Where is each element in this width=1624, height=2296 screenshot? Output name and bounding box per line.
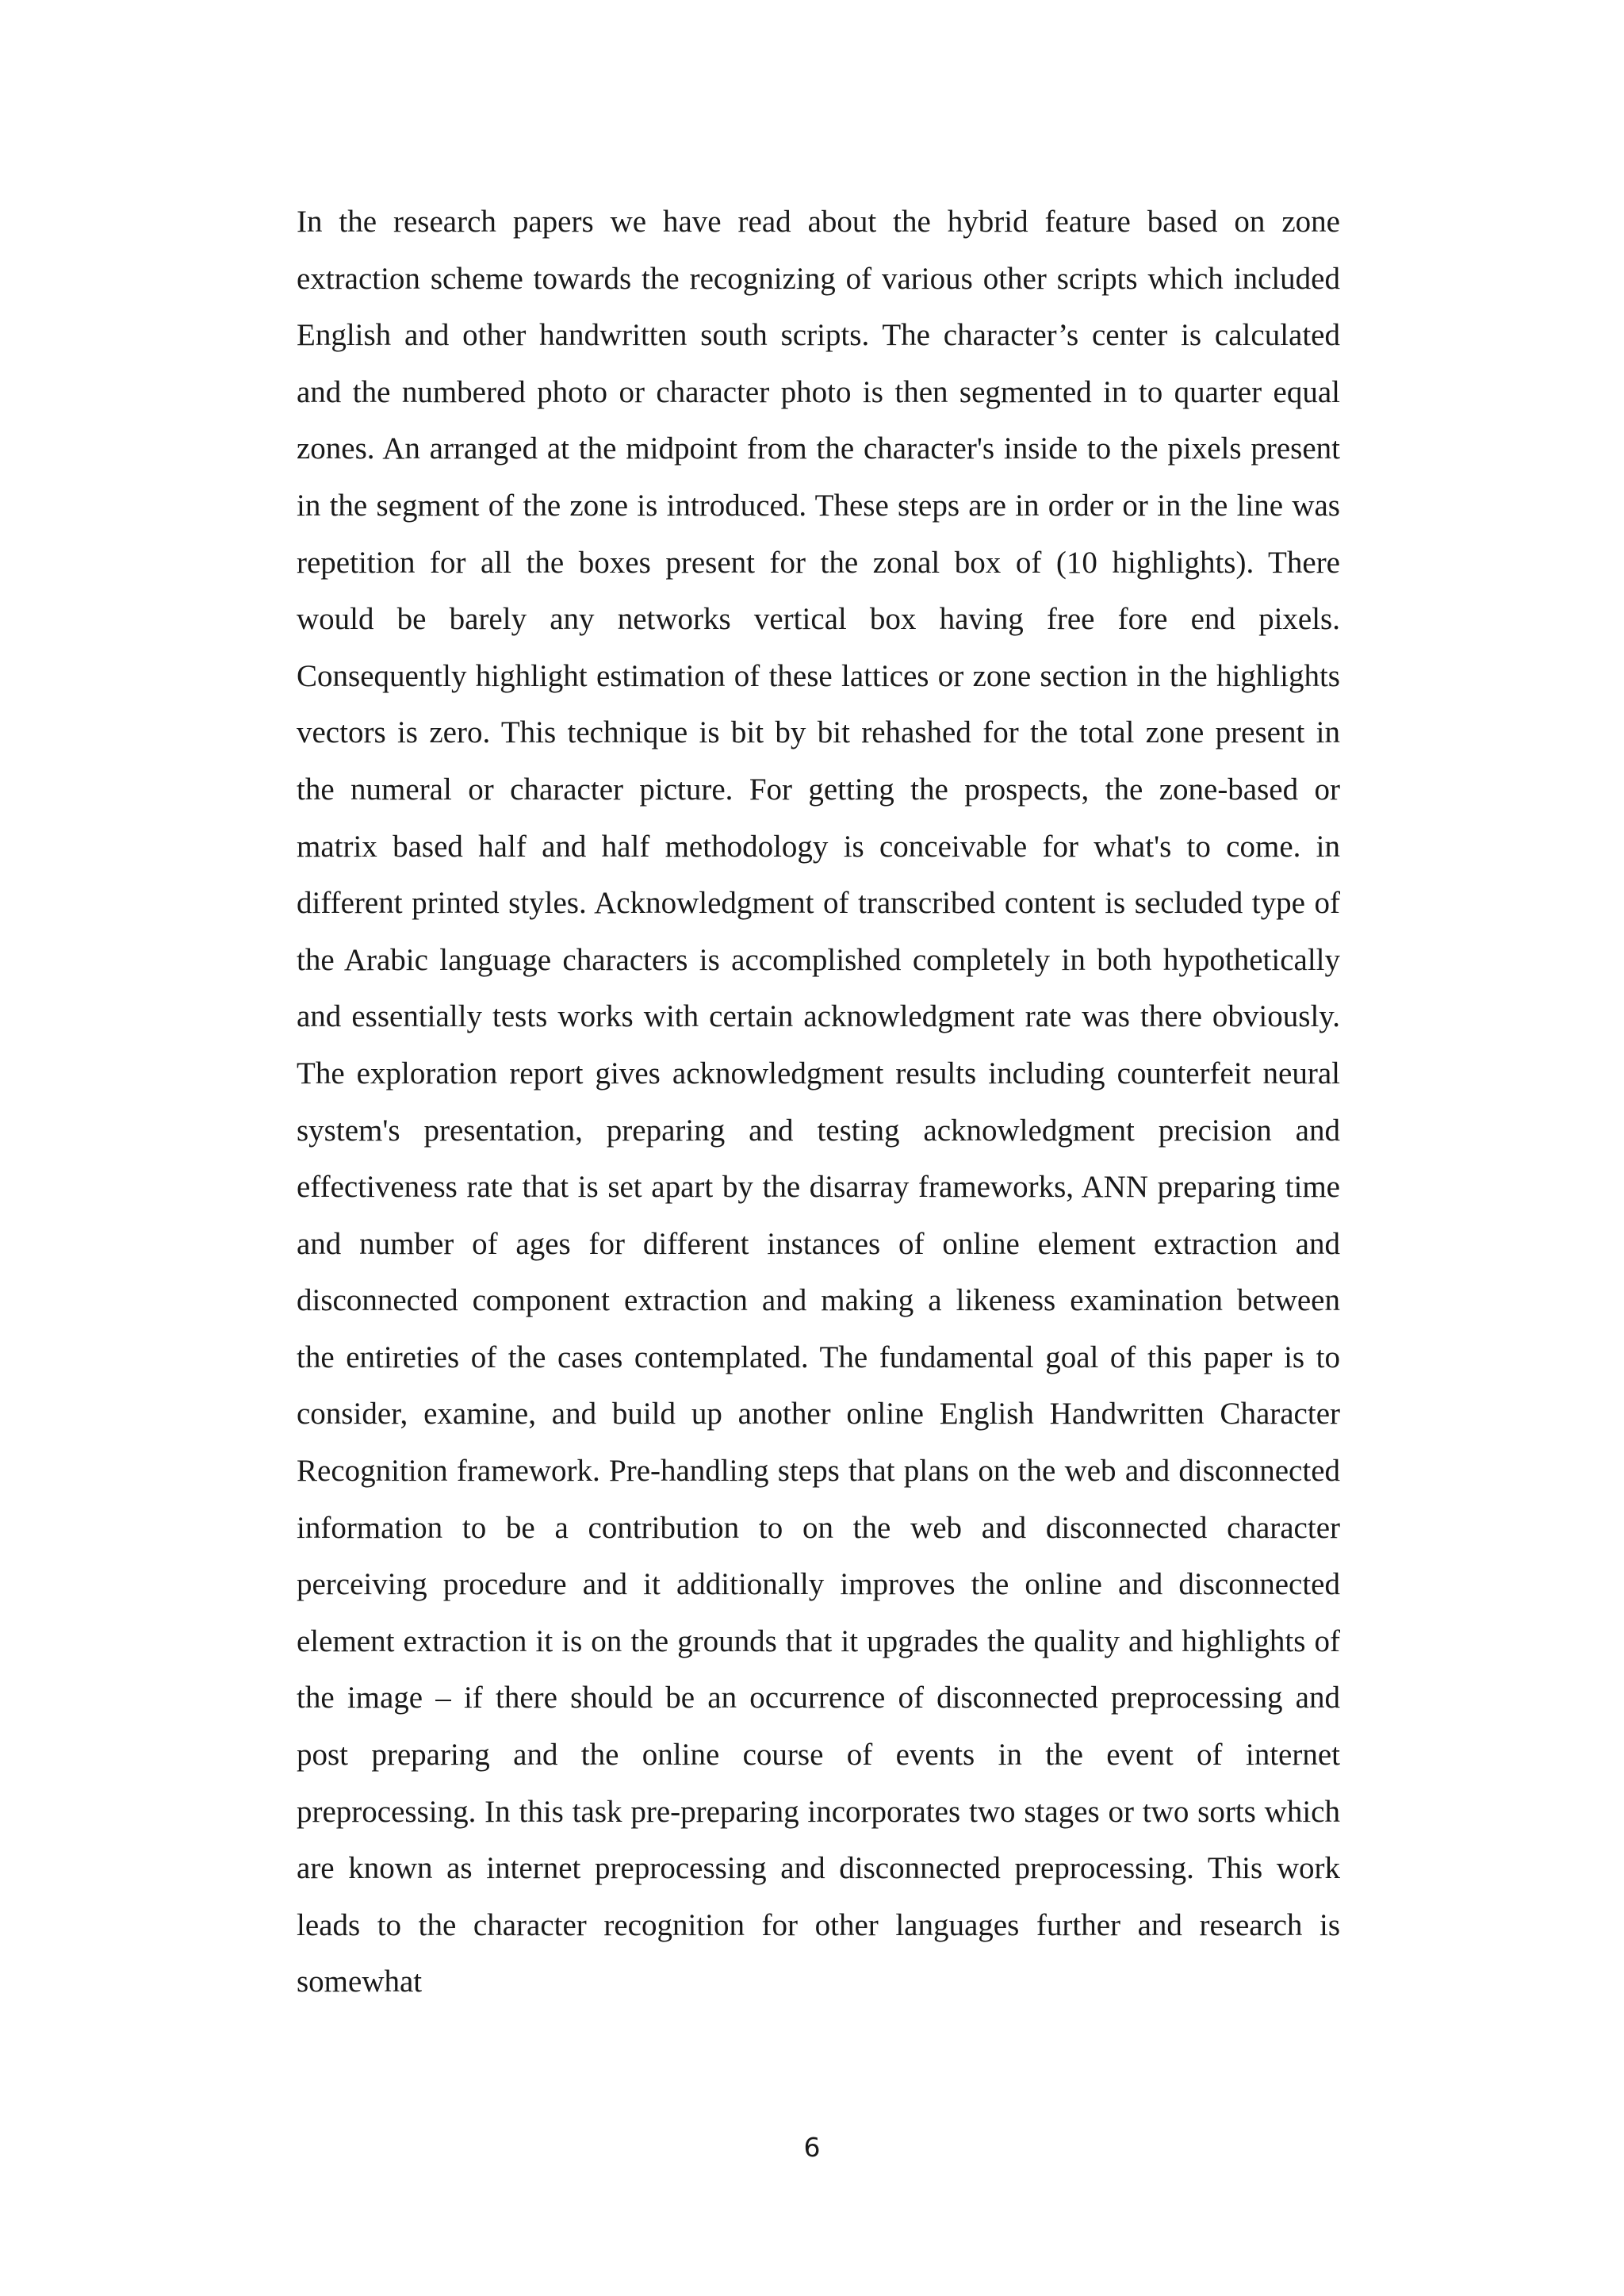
page-number: 6 — [803, 2132, 821, 2163]
body-paragraph: In the research papers we have read about the hybrid feature based on zone extraction scheme towards the recognizing of various other scripts which included English and other handwritten south scripts. The character’s center is calculated and the numbered photo or character photo is then segmented in to quarter equal zones. An arranged at the midpoint from the character's inside to the pixels present in the segment of the zone is introduced. These steps are in order or in the line was repetition for all the boxes present for the zonal box of (10 highlights). There would be barely any networks vertical box having free fore end pixels. Consequently highlight estimation of these lattices or zone section in the highlights vectors is zero. This technique is bit by bit rehashed for the total zone present in the numeral or character picture. For getting the prospects, the zone-based or matrix based half and half methodology is conceivable for what's to come. in different printed styles. Acknowledgment of transcribed content is secluded type of the Arabic language characters is accomplished completely in both hypothetically and essentially tests works with certain acknowledgment rate was there obviously. The exploration report gives acknowledgment results including counterfeit neural system's presentation, preparing and testing acknowledgment precision and effectiveness rate that is set apart by the disarray frameworks, ANN preparing time and number of ages for different instances of online element extraction and disconnected component extraction and making a likeness examination between the entireties of the cases contemplated. The fundamental goal of this paper is to consider, examine, and build up another online English Handwritten Character Recognition framework. Pre-handling steps that plans on the web and disconnected information to be a contribution to on the web and disconnected character perceiving procedure and it additionally improves the online and disconnected element extraction it is on the grounds that it upgrades the quality and highlights of the image – if there should be an occurrence of disconnected preprocessing and post preparing and the online course of events in the event of internet preprocessing. In this task pre-preparing incorporates two stages or two sorts which are known as internet preprocessing and disconnected preprocessing. This work leads to the character recognition for other languages further and research is somewhat — [297, 205, 1340, 1999]
